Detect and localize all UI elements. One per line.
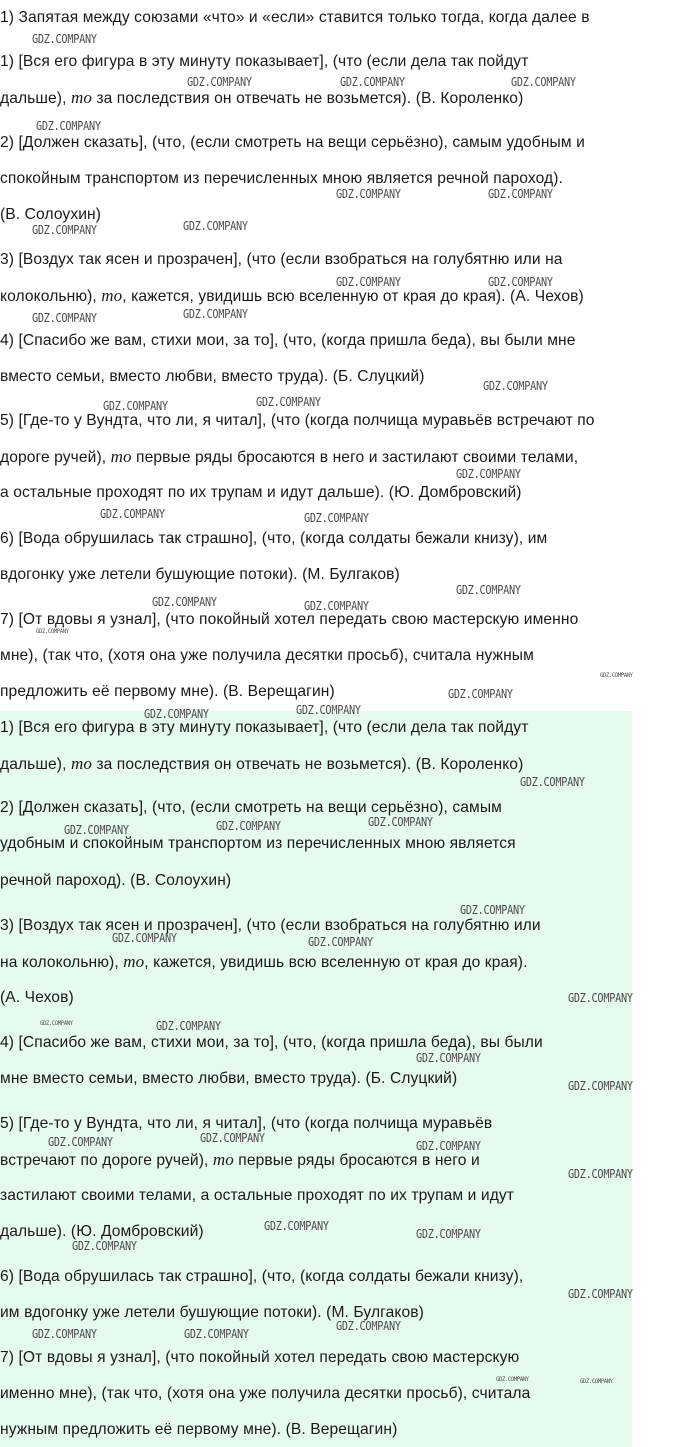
example-7-line-3: предложить её первому мне). (В. Верещагин) [0,683,335,700]
watermark: GDZ.COMPANY [32,32,97,46]
example-2-line-2: спокойным транспортом из перечисленных мною является речной пароход). [0,170,563,187]
watermark: GDZ.COMPANY [483,379,548,393]
example-1-line-1: 1) [Вся его фигура в эту минуту показывает], (что (если дела так пойдут [0,53,529,70]
intro-text: 1) Запятая между союзами «что» и «если» ставится только тогда, когда далее в [0,9,590,26]
watermark: GDZ.COMPANY [256,395,321,409]
answer-1-line-1: 1) [Вся его фигура в эту минуту показывает], (что (если дела так пойдут [0,719,529,736]
example-5-line-2: дороге ручей), то первые ряды бросаются в него и застилают своими телами, [0,447,579,466]
example-7-line-1: 7) [От вдовы я узнал], (что покойный хотел передать свою мастерскую именно [0,611,579,628]
watermark: GDZ.COMPANY [511,75,576,89]
answer-6-line-2: им вдогонку уже летели бушующие потоки). (М. Булгаков) [0,1304,424,1321]
answer-6-line-1: 6) [Вода обрушилась так страшно], (что, (когда солдаты бежали книзу), [0,1268,524,1285]
watermark: GDZ.COMPANY [64,823,129,837]
answer-3-line-2: на колокольню), то, кажется, увидишь всю вселенную от края до края). [0,952,528,971]
watermark: GDZ.COMPANY [568,991,633,1005]
watermark: GDZ.COMPANY [336,187,401,201]
watermark: GDZ.COMPANY [496,1376,529,1383]
watermark: GDZ.COMPANY [308,935,373,949]
answer-2-line-3: речной пароход). (В. Солоухин) [0,872,232,889]
watermark: GDZ.COMPANY [48,1135,113,1149]
answer-3-line-1: 3) [Воздух так ясен и прозрачен], (что (если взобраться на голубятню или [0,917,541,934]
watermark: GDZ.COMPANY [72,1239,137,1253]
example-4-line-1: 4) [Спасибо же вам, стихи мои, за то], (что, (когда пришла беда), вы были мне [0,332,576,349]
watermark: GDZ.COMPANY [32,1327,97,1341]
example-1-line-2: дальше), то за последствия он отвечать не возьмется). (В. Короленко) [0,88,524,107]
watermark: GDZ.COMPANY [336,275,401,289]
answer-5-line-4: дальше). (Ю. Домбровский) [0,1223,204,1240]
example-4-line-2: вместо семьи, вместо любви, вместо труда). (Б. Слуцкий) [0,368,425,385]
watermark: GDZ.COMPANY [416,1051,481,1065]
answer-3-line-3: (А. Чехов) [0,989,74,1006]
watermark: GDZ.COMPANY [264,1219,329,1233]
watermark: GDZ.COMPANY [520,775,585,789]
watermark: GDZ.COMPANY [456,467,521,481]
example-2-line-1: 2) [Должен сказать], (что, (если смотреть на вещи серьёзно), самым удобным и [0,134,585,151]
watermark: GDZ.COMPANY [600,672,633,679]
watermark: GDZ.COMPANY [448,687,513,701]
watermark: GDZ.COMPANY [183,307,248,321]
watermark: GDZ.COMPANY [187,75,252,89]
watermark: GDZ.COMPANY [488,275,553,289]
watermark: GDZ.COMPANY [416,1227,481,1241]
answer-7-line-3: нужным предложить её первому мне). (В. Верещагин) [0,1421,398,1438]
watermark: GDZ.COMPANY [568,1167,633,1181]
watermark: GDZ.COMPANY [112,931,177,945]
answer-4-line-1: 4) [Спасибо же вам, стихи мои, за то], (что, (когда пришла беда), вы были [0,1034,543,1051]
watermark: GDZ.COMPANY [32,223,97,237]
watermark: GDZ.COMPANY [40,1020,73,1027]
watermark: GDZ.COMPANY [32,311,97,325]
example-2-line-3: (В. Солоухин) [0,206,102,223]
example-5-line-1: 5) [Где-то у Вундта, что ли, я читал], (что (когда полчища муравьёв встречают по [0,412,595,429]
example-6-line-1: 6) [Вода обрушилась так страшно], (что, (когда солдаты бежали книзу), им [0,530,548,547]
example-3-line-1: 3) [Воздух так ясен и прозрачен], (что (если взобраться на голубятню или на [0,251,563,268]
watermark: GDZ.COMPANY [144,707,209,721]
answer-1-line-2: дальше), то за последствия он отвечать не возьмется). (В. Короленко) [0,754,524,773]
watermark: GDZ.COMPANY [183,219,248,233]
watermark: GDZ.COMPANY [340,75,405,89]
example-6-line-2: вдогонку уже летели бушующие потоки). (М. Булгаков) [0,566,400,583]
watermark: GDZ.COMPANY [184,1327,249,1341]
example-3-line-2: колокольню), то, кажется, увидишь всю вселенную от края до края). (А. Чехов) [0,286,584,305]
watermark: GDZ.COMPANY [460,903,525,917]
watermark: GDZ.COMPANY [216,819,281,833]
watermark: GDZ.COMPANY [36,119,101,133]
watermark: GDZ.COMPANY [568,1079,633,1093]
watermark: GDZ.COMPANY [296,703,361,717]
answer-5-line-1: 5) [Где-то у Вундта, что ли, я читал], (что (когда полчища муравьёв [0,1115,493,1132]
example-7-line-2: мне), (так что, (хотя она уже получила десятки просьб), считала нужным [0,647,534,664]
watermark: GDZ.COMPANY [304,511,369,525]
watermark: GDZ.COMPANY [100,507,165,521]
answer-2-line-2: удобным и спокойным транспортом из перечисленных мною является [0,835,516,852]
watermark: GDZ.COMPANY [488,187,553,201]
watermark: GDZ.COMPANY [156,1019,221,1033]
watermark: GDZ.COMPANY [336,1319,401,1333]
watermark: GDZ.COMPANY [36,628,69,635]
answer-2-line-1: 2) [Должен сказать], (что, (если смотреть на вещи серьёзно), самым [0,799,503,816]
watermark: GDZ.COMPANY [152,595,217,609]
answer-7-line-2: именно мне), (так что, (хотя она уже получила десятки просьб), считала [0,1385,531,1402]
watermark: GDZ.COMPANY [580,1378,613,1385]
watermark: GDZ.COMPANY [103,399,168,413]
answer-5-line-3: застилают своими телами, а остальные проходят по их трупам и идут [0,1187,515,1204]
answer-7-line-1: 7) [От вдовы я узнал], (что покойный хотел передать свою мастерскую [0,1349,520,1366]
answer-4-line-2: мне вместо семьи, вместо любви, вместо труда). (Б. Слуцкий) [0,1070,458,1087]
watermark: GDZ.COMPANY [568,1287,633,1301]
watermark: GDZ.COMPANY [304,599,369,613]
example-5-line-3: а остальные проходят по их трупам и идут дальше). (Ю. Домбровский) [0,484,522,501]
watermark: GDZ.COMPANY [200,1131,265,1145]
watermark: GDZ.COMPANY [416,1139,481,1153]
answer-5-line-2: встречают по дороге ручей), то первые ряды бросаются в него и [0,1150,480,1169]
watermark: GDZ.COMPANY [456,583,521,597]
watermark: GDZ.COMPANY [368,815,433,829]
